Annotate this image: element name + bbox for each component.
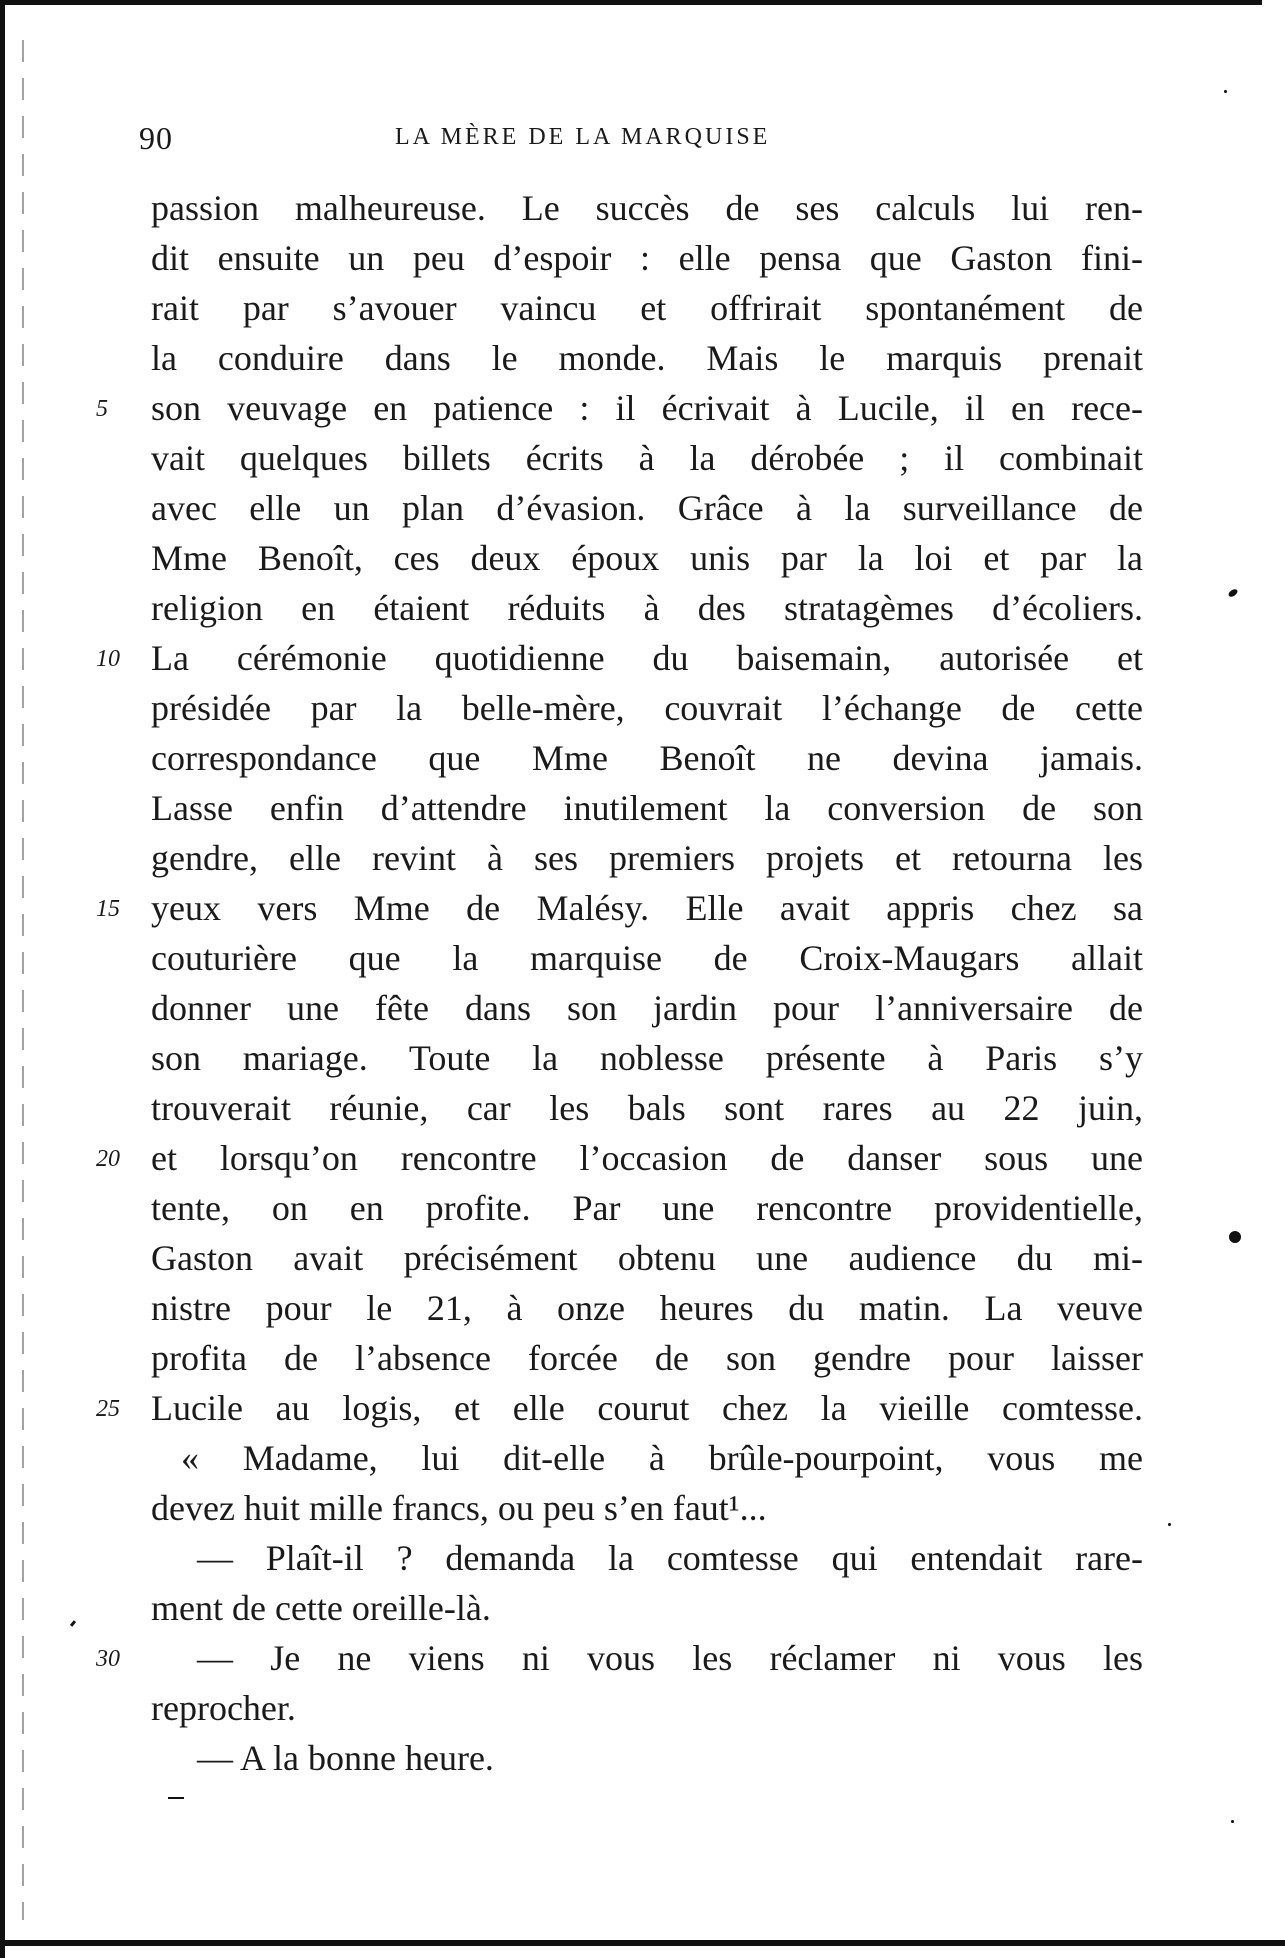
text-line: dit ensuite un peu d’espoir : elle pensa que Gaston fini- <box>151 238 1143 278</box>
text-line: nistre pour le 21, à onze heures du matin. La veuve <box>151 1288 1143 1328</box>
text-line: Lucile au logis, et elle courut chez la vieille comtesse. <box>151 1388 1143 1428</box>
text-line: « Madame, lui dit-elle à brûle-pourpoint, vous me <box>181 1438 1143 1478</box>
text-line: profita de l’absence forcée de son gendre pour laisser <box>151 1338 1143 1378</box>
text-line: reprocher. <box>151 1688 296 1728</box>
text-line: et lorsqu’on rencontre l’occasion de danser sous une <box>151 1138 1143 1178</box>
text-line: passion malheureuse. Le succès de ses calculs lui ren- <box>151 188 1143 228</box>
ink-speck <box>1231 1820 1234 1823</box>
text-line: — Plaît-il ? demanda la comtesse qui entendait rare- <box>197 1538 1143 1578</box>
text-line: correspondance que Mme Benoît ne devina jamais. <box>151 738 1143 778</box>
scan-edge-left <box>0 0 12 1958</box>
scan-edge-left-fine <box>22 40 24 1920</box>
text-line: donner une fête dans son jardin pour l’anniversaire de <box>151 988 1143 1028</box>
line-number: 20 <box>96 1146 120 1172</box>
line-number: 5 <box>96 396 108 422</box>
text-line: son mariage. Toute la noblesse présente à Paris s’y <box>151 1038 1143 1078</box>
scan-edge-top <box>0 0 1262 14</box>
page-number: 90 <box>139 120 173 156</box>
ink-speck <box>1224 90 1227 93</box>
text-line: rait par s’avouer vaincu et offrirait spontanément de <box>151 288 1143 328</box>
ink-speck <box>1229 1231 1241 1243</box>
line-number: 30 <box>96 1646 120 1672</box>
text-line: — A la bonne heure. <box>197 1738 494 1778</box>
text-line: religion en étaient réduits à des stratagèmes d’écoliers. <box>151 588 1143 628</box>
text-line: couturière que la marquise de Croix-Maugars allait <box>151 938 1143 978</box>
text-line: Mme Benoît, ces deux époux unis par la loi et par la <box>151 538 1143 578</box>
text-line: gendre, elle revint à ses premiers projets et retourna les <box>151 838 1143 878</box>
text-line: Lasse enfin d’attendre inutilement la conversion de son <box>151 788 1143 828</box>
text-line: son veuvage en patience : il écrivait à Lucile, il en rece- <box>151 388 1143 428</box>
running-title: LA MÈRE DE LA MARQUISE <box>395 124 771 150</box>
line-number: 10 <box>96 646 120 672</box>
running-head <box>0 120 1285 160</box>
text-line: présidée par la belle-mère, couvrait l’échange de cette <box>151 688 1143 728</box>
ink-speck <box>1168 1523 1171 1526</box>
text-line: trouverait réunie, car les bals sont rares au 22 juin, <box>151 1088 1143 1128</box>
scan-edge-bottom <box>0 1940 1285 1946</box>
text-line: devez huit mille francs, ou peu s’en faut¹... <box>151 1488 767 1528</box>
ink-speck <box>70 1620 76 1627</box>
text-line: La cérémonie quotidienne du baisemain, autorisée et <box>151 638 1143 678</box>
text-line: ment de cette oreille-là. <box>151 1588 491 1628</box>
text-line: vait quelques billets écrits à la dérobée ; il combinait <box>151 438 1143 478</box>
text-line: — Je ne viens ni vous les réclamer ni vous les <box>197 1638 1143 1678</box>
text-line: avec elle un plan d’évasion. Grâce à la surveillance de <box>151 488 1143 528</box>
text-line: tente, on en profite. Par une rencontre providentielle, <box>151 1188 1143 1228</box>
text-line: Gaston avait précisément obtenu une audience du mi- <box>151 1238 1143 1278</box>
ink-speck <box>1227 588 1239 599</box>
line-number: 25 <box>96 1396 120 1422</box>
text-line: yeux vers Mme de Malésy. Elle avait appris chez sa <box>151 888 1143 928</box>
line-number: 15 <box>96 896 120 922</box>
text-line: la conduire dans le monde. Mais le marquis prenait <box>151 338 1143 378</box>
ink-speck <box>168 1797 184 1799</box>
